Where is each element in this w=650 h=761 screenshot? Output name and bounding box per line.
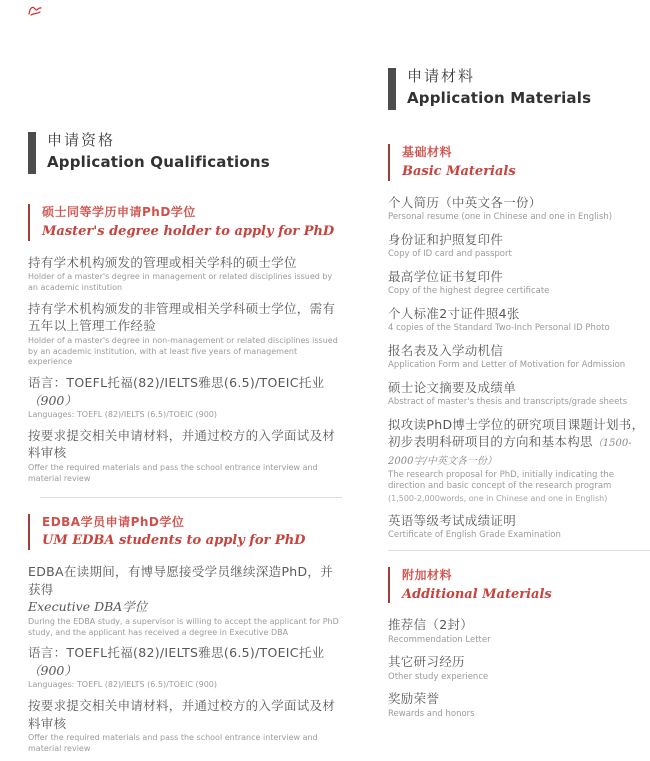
item-text-en: Languages: TOEFL (82)/IELTS (6.5)/TOEIC (900) [28,680,218,690]
item-text-zh: 奖励荣誉 [388,691,440,707]
list-item [388,512,650,542]
item-text-zh-cont: Executive DBA学位 [28,599,148,615]
list-item [388,379,650,409]
list-item [28,427,342,485]
item-text-zh: 推荐信（2封） [388,617,474,633]
list-item [388,653,650,683]
list-item [388,690,650,720]
item-text-en: Offer the required materials and pass the school entrance interview and material review [28,462,318,483]
item-text-zh: 其它研习经历 [388,654,465,670]
materials-header-text [407,66,591,110]
item-text-zh: 语言：TOEFL托福(82)/IELTS雅思(6.5)/TOEIC托业 [28,375,325,391]
item-text-zh: 身份证和护照复印件 [388,231,504,247]
item-text-zh: 最高学位证书复印件 [388,268,504,284]
item-text-zh: 语言：TOEFL托福(82)/IELTS雅思(6.5)/TOEIC托业 [28,645,325,661]
item-text-zh: 个人简历（中英文各一份） [388,194,542,210]
section-divider [388,550,650,551]
item-text-en-note: (1,500-2,000words, one in Chinese and one in English) [388,493,608,503]
item-text-zh: 个人标准2寸证件照4张 [388,305,520,321]
item-text-zh-main: 拟攻读PhD博士学位的研究项目课题计划书，初步表明科研项目的方向和基本构思 [388,416,645,449]
list-item [388,342,650,372]
item-text-zh: 报名表及入学动机信 [388,342,504,358]
item-text-en: Offer the required materials and pass the school entrance interview and material review [28,733,318,753]
item-text-zh-note: （1500-2000字/中英文各一份） [388,438,632,467]
item-text-zh: 按要求提交相关申请材料，并通过校方的入学面试及材料审核 [28,698,336,731]
qualifications-title-zh: 申请资格 [47,131,116,149]
item-text-zh: 持有学术机构颁发的非管理或相关学科硕士学位，需有五年以上管理工作经验 [28,300,336,334]
list-item [388,268,650,298]
section-heading-en: UM EDBA students to apply for PhD [42,533,306,549]
list-item [388,305,650,335]
list-item [28,374,342,421]
item-text-en: Rewards and honors [388,708,475,719]
section-divider [40,497,342,498]
item-text-en: 4 copies of the Standard Two-Inch Personal ID Photo [388,323,610,334]
list-item [388,416,650,505]
item-text-en: Copy of ID card and passport [388,249,512,260]
section-basic-materials-heading [388,144,650,181]
materials-title-zh: 申请材料 [407,67,476,85]
materials-title-en: Application Materials [407,89,592,108]
item-text-en: During the EDBA study, a supervisor is willing to accept the applicant for PhD study, and the applicant has received a degree in Executive DBA [28,616,339,637]
item-text-en: Other study experience [388,671,489,682]
qualifications-header-text [47,130,270,174]
item-text-en [388,470,650,505]
section-masters-heading [28,204,342,241]
list-item [388,231,650,261]
red-ink-stamp-icon [27,4,43,17]
section-edba-heading [28,514,342,551]
list-item [28,563,342,638]
list-item [28,644,342,691]
item-text-en: Certificate of English Grade Examination [388,530,561,541]
item-text-en: Holder of a master's degree in management or related disciplines issued by an academic institution [28,272,333,292]
item-text-zh [388,416,650,470]
section-heading-zh: 附加材料 [402,567,453,582]
header-accent-bar [388,68,396,110]
item-text-zh: 持有学术机构颁发的管理或相关学科的硕士学位 [28,254,297,270]
item-text-en: Abstract of master's thesis and transcripts/grade sheets [388,397,628,408]
list-item [28,254,342,294]
item-text-en: Application Form and Letter of Motivation for Admission [388,360,626,371]
item-text-zh-cont: （900） [28,662,77,678]
section-heading-en: Additional Materials [402,586,552,602]
item-text-zh: 硕士论文摘要及成绩单 [388,379,517,395]
item-text-en: Personal resume (one in Chinese and one in English) [388,212,613,223]
list-item [388,194,650,224]
section-heading-en: Basic Materials [402,163,516,179]
header-accent-bar [28,132,36,174]
materials-header [388,66,650,110]
qualifications-column [28,130,342,761]
item-text-zh: 英语等级考试成绩证明 [388,512,517,528]
item-text-en: Languages: TOEFL (82)/IELTS (6.5)/TOEIC (900) [28,410,218,420]
item-text-en: Holder of a master's degree in non-management or related disciplines issued by an academic institution, with at least five years of management experience [28,335,338,367]
item-text-en-main: The research proposal for PhD, initially indicating the direction and basic concept of the research program [388,470,615,492]
qualifications-title-en: Application Qualifications [47,153,270,172]
section-heading-zh: 基础材料 [402,145,453,159]
materials-column [388,66,650,727]
item-text-zh: EDBA在读期间，有博导愿接受学员继续深造PhD，并获得 [28,564,334,597]
list-item [28,697,342,755]
section-heading-zh: EDBA学员申请PhD学位 [42,514,185,529]
item-text-en: Recommendation Letter [388,634,491,645]
section-heading-zh: 硕士同等学历申请PhD学位 [42,205,196,219]
item-text-zh-cont: （900） [28,392,77,408]
section-heading-en: Master's degree holder to apply for PhD [42,223,335,239]
list-item [388,616,650,646]
item-text-en: Copy of the highest degree certificate [388,286,550,297]
qualifications-header [28,130,342,174]
item-text-zh: 按要求提交相关申请材料，并通过校方的入学面试及材料审核 [28,427,336,461]
list-item [28,300,342,368]
section-additional-materials-heading [388,567,650,604]
